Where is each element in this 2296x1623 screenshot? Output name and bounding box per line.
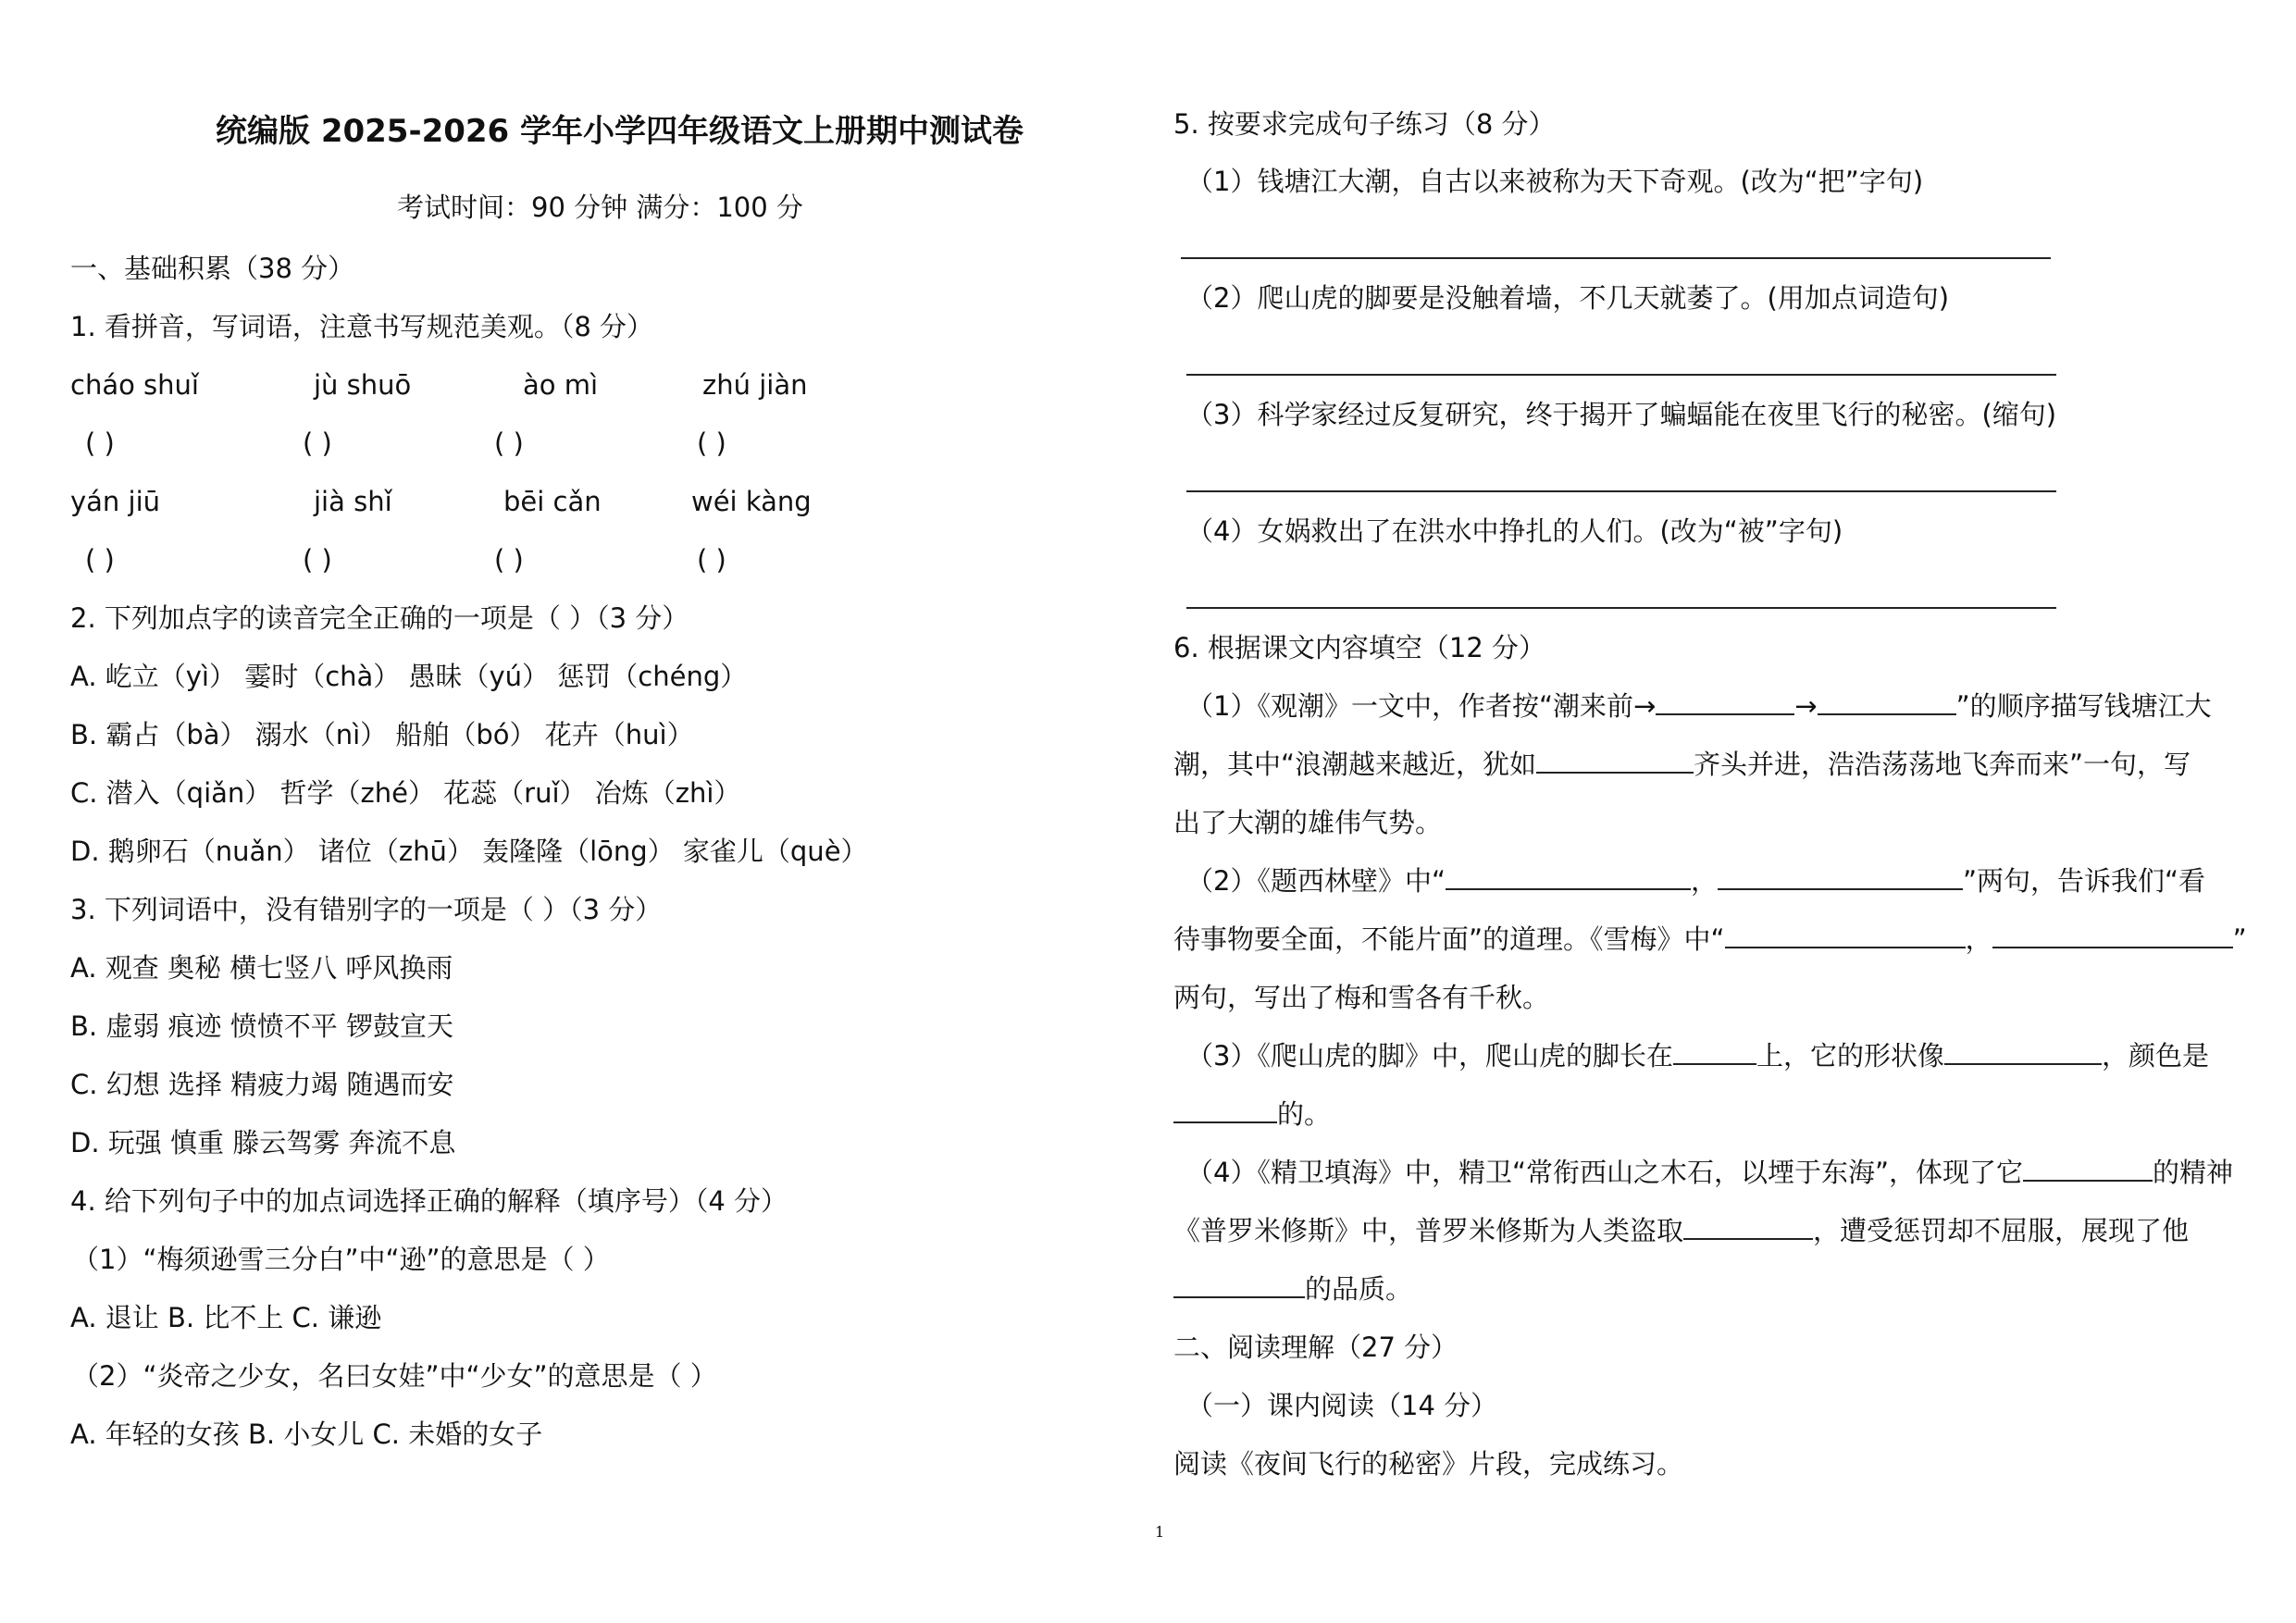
question-2-option-b[interactable]: B. 霸占（bà） 溺水（nì） 船舶（bó） 花卉（huì）	[70, 719, 694, 750]
answer-box[interactable]: ( )	[303, 427, 332, 459]
question-2-option-c[interactable]: C. 潜入（qiǎn） 哲学（zhé） 花蕊（ruǐ） 冶炼（zhì）	[70, 777, 741, 809]
answer-box[interactable]: ( )	[697, 427, 726, 459]
text-segment: 潮，其中“浪潮越来越近，犹如	[1173, 749, 1537, 780]
fill-blank[interactable]	[1536, 746, 1694, 774]
fill-blank[interactable]	[1673, 1037, 1756, 1065]
question-2-option-d[interactable]: D. 鹅卵石（nuǎn） 诸位（zhū） 轰隆隆（lōng） 家雀儿（què）	[70, 836, 868, 867]
fill-blank[interactable]	[1944, 1037, 2102, 1065]
question-4-sub-2-options[interactable]: A. 年轻的女孩 B. 小女儿 C. 未婚的女子	[70, 1419, 543, 1450]
text-segment: ”	[2232, 923, 2247, 955]
fill-blank[interactable]	[1173, 1270, 1305, 1298]
text-segment: 的品质。	[1305, 1273, 1413, 1305]
text-segment: ，	[1965, 923, 1992, 955]
page-number: 1	[1155, 1523, 1165, 1541]
page-title: 统编版 2025-2026 学年小学四年级语文上册期中测试卷	[216, 113, 1024, 150]
question-6-item-4-line-1	[1186, 1154, 2233, 1191]
fill-blank[interactable]	[1683, 1212, 1813, 1240]
question-6-item-4-line-3	[1173, 1270, 1412, 1307]
question-4-sub-1-options[interactable]: A. 退让 B. 比不上 C. 谦逊	[70, 1302, 382, 1333]
question-3-option-c[interactable]: C. 幻想 选择 精疲力竭 随遇而安	[70, 1069, 454, 1100]
answer-line[interactable]	[1186, 374, 2056, 376]
question-6-item-2-line-1	[1186, 862, 2205, 899]
question-6-item-4-line-2	[1173, 1212, 2189, 1249]
text-segment: ，颜色是	[2101, 1040, 2209, 1072]
question-5-item-4: （4）女娲救出了在洪水中挣扎的人们。(改为“被”字句)	[1186, 515, 1843, 547]
question-6-item-2-line-3: 两句，写出了梅和雪各有千秋。	[1173, 982, 1550, 1013]
question-6-item-1-line-3: 出了大潮的雄伟气势。	[1173, 807, 1443, 838]
pinyin-item: bēi cǎn	[503, 486, 602, 517]
fill-blank[interactable]	[1718, 862, 1963, 890]
question-3-option-a[interactable]: A. 观查 奥秘 横七竖八 呼风换雨	[70, 952, 453, 984]
fill-blank[interactable]	[2023, 1154, 2153, 1182]
question-6-item-1-line-1	[1186, 688, 2212, 725]
question-6-item-3-line-2	[1173, 1096, 1331, 1133]
question-1-prompt: 1. 看拼音，写词语，注意书写规范美观。（8 分）	[70, 311, 654, 342]
answer-line[interactable]	[1181, 257, 2051, 259]
question-5-prompt: 5. 按要求完成句子练习（8 分）	[1173, 108, 1556, 140]
question-4-sub-1: （1）“梅须逊雪三分白”中“逊”的意思是（ ）	[72, 1244, 610, 1275]
answer-line[interactable]	[1186, 490, 2056, 492]
answer-box[interactable]: ( )	[303, 544, 332, 576]
pinyin-item: zhú jiàn	[702, 369, 808, 401]
pinyin-item: cháo shuǐ	[70, 369, 199, 401]
text-segment: 的。	[1277, 1098, 1332, 1130]
text-segment: （2）《题西林壁》中“	[1186, 865, 1446, 897]
reading-intro: 阅读《夜间飞行的秘密》片段，完成练习。	[1173, 1448, 1684, 1480]
text-segment: （4）《精卫填海》中，精卫“常衔西山之木石，以堙于东海”，体现了它	[1186, 1157, 2023, 1188]
fill-blank[interactable]	[1173, 1096, 1277, 1123]
fill-blank[interactable]	[1446, 862, 1691, 890]
answer-box[interactable]: ( )	[494, 544, 524, 576]
question-4-sub-2: （2）“炎帝之少女，名曰女娃”中“少女”的意思是（ ）	[72, 1360, 717, 1392]
text-segment: ，	[1690, 865, 1718, 897]
fill-blank[interactable]	[1656, 688, 1794, 715]
text-segment: （3）《爬山虎的脚》中，爬山虎的脚长在	[1186, 1040, 1673, 1072]
question-6-item-3-line-1	[1186, 1037, 2209, 1074]
section-heading-basic: 一、基础积累（38 分）	[70, 253, 355, 284]
question-6-item-2-line-2	[1173, 921, 2247, 958]
answer-box[interactable]: ( )	[85, 427, 115, 459]
text-segment: ，遭受惩罚却不屈服，展现了他	[1813, 1215, 2190, 1246]
question-2-prompt: 2. 下列加点字的读音完全正确的一项是（ ）（3 分）	[70, 602, 689, 634]
answer-box[interactable]: ( )	[494, 427, 524, 459]
question-3-prompt: 3. 下列词语中，没有错别字的一项是（ ）（3 分）	[70, 894, 663, 925]
question-6-item-1-line-2	[1173, 746, 2191, 783]
text-segment: →	[1794, 690, 1818, 722]
text-segment: 齐头并进，浩浩荡荡地飞奔而来”一句，写	[1694, 749, 2191, 780]
question-5-item-1: （1）钱塘江大潮，自古以来被称为天下奇观。(改为“把”字句)	[1186, 166, 1924, 197]
question-3-option-d[interactable]: D. 玩强 慎重 滕云驾雾 奔流不息	[70, 1127, 456, 1158]
pinyin-item: yán jiū	[70, 486, 161, 517]
fill-blank[interactable]	[1992, 921, 2233, 948]
section-heading-reading: 二、阅读理解（27 分）	[1173, 1332, 1458, 1363]
pinyin-item: ào mì	[523, 369, 599, 401]
text-segment: ”的顺序描写钱塘江大	[1955, 690, 2212, 722]
text-segment: 待事物要全面，不能片面”的道理。《雪梅》中“	[1173, 923, 1725, 955]
answer-box[interactable]: ( )	[697, 544, 726, 576]
text-segment: 《普罗米修斯》中，普罗米修斯为人类盗取	[1173, 1215, 1684, 1246]
text-segment: 的精神	[2153, 1157, 2234, 1188]
answer-box[interactable]: ( )	[85, 544, 115, 576]
text-segment: ”两句，告诉我们“看	[1963, 865, 2206, 897]
page-subtitle: 考试时间：90 分钟 满分：100 分	[397, 192, 803, 223]
pinyin-item: jù shuō	[314, 369, 412, 401]
sub-section-heading: （一）课内阅读（14 分）	[1186, 1390, 1498, 1421]
fill-blank[interactable]	[1725, 921, 1966, 948]
question-4-prompt: 4. 给下列句子中的加点词选择正确的解释（填序号）（4 分）	[70, 1185, 788, 1217]
text-segment: （1）《观潮》一文中，作者按“潮来前→	[1186, 690, 1657, 722]
question-2-option-a[interactable]: A. 屹立（yì） 霎时（chà） 愚昧（yú） 惩罚（chéng）	[70, 661, 748, 692]
pinyin-item: jià shǐ	[314, 486, 392, 517]
pinyin-item: wéi kàng	[691, 486, 812, 517]
question-5-item-3: （3）科学家经过反复研究，终于揭开了蝙蝠能在夜里飞行的秘密。(缩句)	[1186, 399, 2057, 430]
question-3-option-b[interactable]: B. 虚弱 痕迹 愤愤不平 锣鼓宣天	[70, 1010, 453, 1042]
question-5-item-2: （2）爬山虎的脚要是没触着墙，不几天就萎了。(用加点词造句)	[1186, 282, 1950, 314]
answer-line[interactable]	[1186, 607, 2056, 609]
text-segment: 上，它的形状像	[1756, 1040, 1944, 1072]
question-6-prompt: 6. 根据课文内容填空（12 分）	[1173, 632, 1546, 663]
fill-blank[interactable]	[1818, 688, 1956, 715]
